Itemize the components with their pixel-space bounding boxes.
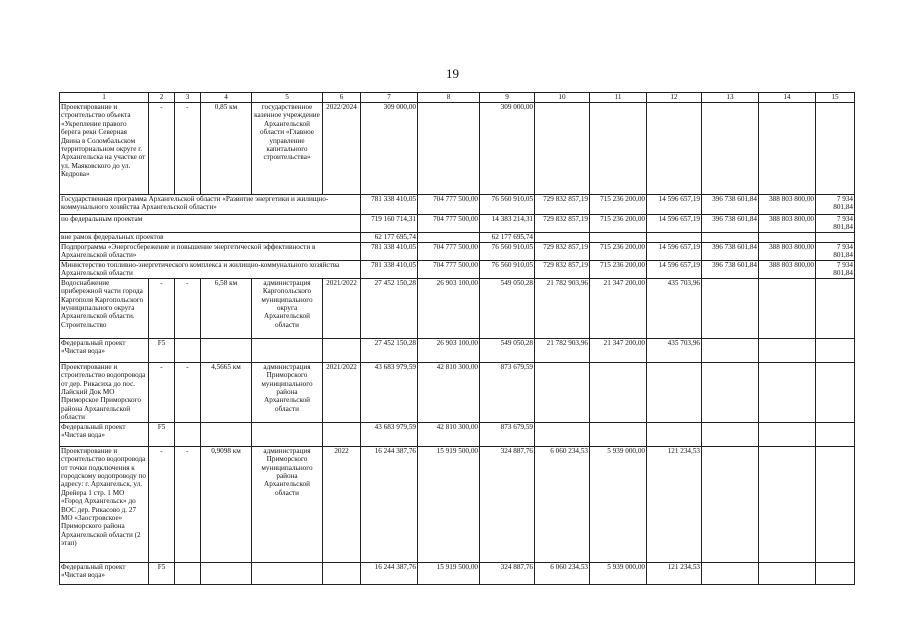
table-row xyxy=(60,422,855,446)
table-cell xyxy=(759,562,816,584)
table-cell xyxy=(702,103,759,195)
column-header: 11 xyxy=(590,93,647,103)
column-header: 14 xyxy=(759,93,816,103)
table-cell xyxy=(759,232,816,242)
table-cell: 715 236 200,00 xyxy=(590,215,647,233)
column-header: 6 xyxy=(323,93,361,103)
table-row xyxy=(60,338,855,362)
table-cell: 781 338 410,05 xyxy=(361,195,418,215)
table-cell xyxy=(418,232,480,242)
table-cell: 76 560 910,05 xyxy=(480,242,535,260)
table-cell xyxy=(702,232,759,242)
table-cell: 435 703,96 xyxy=(647,338,702,362)
table-cell xyxy=(816,422,855,446)
table-cell: государственное казенное учреждение Архангельской области «Главное управление капитального строительства» xyxy=(252,103,323,195)
table-cell: 0,85 км xyxy=(201,103,252,195)
table-cell xyxy=(759,446,816,562)
table-cell: администрация Приморского муниципального района Архангельской области xyxy=(252,362,323,422)
table-cell: 729 832 857,19 xyxy=(535,260,590,278)
table-cell: 388 803 800,00 xyxy=(759,215,816,233)
table-cell: 7 934 801,84 xyxy=(816,242,855,260)
table-cell: 704 777 500,00 xyxy=(418,242,480,260)
table-cell: 121 234,53 xyxy=(647,446,702,562)
table-cell xyxy=(418,103,480,195)
table-cell xyxy=(590,232,647,242)
table-row xyxy=(60,232,855,242)
table-row xyxy=(60,242,855,260)
table-cell xyxy=(201,422,252,446)
row-label: Подпрограмма «Энергосбережение и повышение энергетической эффективности в Архангельской области» xyxy=(60,242,361,260)
table-cell xyxy=(816,232,855,242)
row-label: Федеральный проект «Чистая вода» xyxy=(60,562,149,584)
table-cell xyxy=(759,278,816,338)
table-cell: 14 596 657,19 xyxy=(647,242,702,260)
page-number: 19 xyxy=(446,66,459,81)
table-cell: 27 452 150,28 xyxy=(361,338,418,362)
row-label: Проектирование и строительство водопровода от дер. Рикасиха до пос. Лайский Док МО Приморское Приморского района Архангельской области xyxy=(60,362,149,422)
table-cell: 27 452 150,28 xyxy=(361,278,418,338)
table-cell: 715 236 200,00 xyxy=(590,260,647,278)
table-cell: 76 560 910,05 xyxy=(480,195,535,215)
table-cell: 873 679,59 xyxy=(480,422,535,446)
table-cell xyxy=(590,422,647,446)
table-row xyxy=(60,362,855,422)
table-cell xyxy=(647,232,702,242)
table-cell xyxy=(647,103,702,195)
table-cell: 42 810 300,00 xyxy=(418,362,480,422)
table-cell: F5 xyxy=(149,338,175,362)
table-cell: - xyxy=(149,446,175,562)
table-cell xyxy=(590,362,647,422)
table-cell: 396 738 601,84 xyxy=(702,260,759,278)
table-cell: 715 236 200,00 xyxy=(590,242,647,260)
table-cell xyxy=(175,422,201,446)
row-label: Водоснабжение прибережной части города Каргополя Каргопольского муниципального округа Архангельской области. Строительство xyxy=(60,278,149,338)
table-cell xyxy=(759,362,816,422)
column-header: 9 xyxy=(480,93,535,103)
table-cell: 309 000,00 xyxy=(480,103,535,195)
table-cell xyxy=(702,562,759,584)
table-cell: 2021/2022 xyxy=(323,362,361,422)
table-cell: 388 803 800,00 xyxy=(759,195,816,215)
table-cell xyxy=(702,422,759,446)
column-header: 15 xyxy=(816,93,855,103)
table-row xyxy=(60,103,855,195)
column-header: 8 xyxy=(418,93,480,103)
table-cell: 704 777 500,00 xyxy=(418,260,480,278)
table-cell: 16 244 387,76 xyxy=(361,562,418,584)
row-label: вне рамок федеральных проектов xyxy=(60,232,361,242)
table-cell: 14 596 657,19 xyxy=(647,260,702,278)
column-header: 2 xyxy=(149,93,175,103)
row-label: Проектирование и строительство объекта «Укрепление правого берега реки Северная Двина в Соломбальском территориальном округе г. Архангельска на участке от ул. Маяковского до ул. Кедрова» xyxy=(60,103,149,195)
table-row xyxy=(60,260,855,278)
table-cell xyxy=(702,338,759,362)
table-row xyxy=(60,562,855,584)
table-cell: - xyxy=(175,446,201,562)
table-cell xyxy=(816,446,855,562)
table-cell xyxy=(252,422,323,446)
table-cell xyxy=(759,103,816,195)
table-cell: - xyxy=(149,278,175,338)
column-header: 10 xyxy=(535,93,590,103)
table-cell: 21 347 200,00 xyxy=(590,278,647,338)
table-cell: администрация Каргопольского муниципального округа Архангельской области xyxy=(252,278,323,338)
table-cell: 21 347 200,00 xyxy=(590,338,647,362)
table-cell xyxy=(816,278,855,338)
table-cell: 549 050,28 xyxy=(480,338,535,362)
table-cell: 729 832 857,19 xyxy=(535,242,590,260)
table-cell: 704 777 500,00 xyxy=(418,195,480,215)
table-cell: 15 919 500,00 xyxy=(418,446,480,562)
table-cell: 873 679,59 xyxy=(480,362,535,422)
column-header: 4 xyxy=(201,93,252,103)
table-cell: 14 596 657,19 xyxy=(647,195,702,215)
table-cell xyxy=(702,278,759,338)
table-cell xyxy=(702,446,759,562)
table-cell: - xyxy=(149,103,175,195)
table-cell: 729 832 857,19 xyxy=(535,195,590,215)
table-cell xyxy=(252,562,323,584)
table-cell: 549 050,28 xyxy=(480,278,535,338)
table-cell: 43 683 979,59 xyxy=(361,422,418,446)
table-cell: 5 939 000,00 xyxy=(590,446,647,562)
row-label: Федеральный проект «Чистая вода» xyxy=(60,338,149,362)
column-header: 7 xyxy=(361,93,418,103)
column-header: 5 xyxy=(252,93,323,103)
table-cell: 121 234,53 xyxy=(647,562,702,584)
table-row xyxy=(60,278,855,338)
table-cell: 388 803 800,00 xyxy=(759,242,816,260)
table-cell xyxy=(201,562,252,584)
table-cell: - xyxy=(175,362,201,422)
header-row xyxy=(60,93,855,103)
table-row xyxy=(60,446,855,562)
table-cell: F5 xyxy=(149,562,175,584)
table-cell: 781 338 410,05 xyxy=(361,260,418,278)
table-cell: 324 887,76 xyxy=(480,446,535,562)
table-cell: F5 xyxy=(149,422,175,446)
table-cell: 14 383 214,31 xyxy=(480,215,535,233)
table-cell xyxy=(816,103,855,195)
table-cell: 16 244 387,76 xyxy=(361,446,418,562)
table-cell: 396 738 601,84 xyxy=(702,215,759,233)
table-cell xyxy=(201,338,252,362)
table-cell xyxy=(175,338,201,362)
table-cell: 21 782 903,96 xyxy=(535,338,590,362)
table-cell: 15 919 500,00 xyxy=(418,562,480,584)
table-cell xyxy=(816,338,855,362)
table-cell: 7 934 801,84 xyxy=(816,215,855,233)
table-row xyxy=(60,215,855,233)
table-cell: 324 887,76 xyxy=(480,562,535,584)
table-cell xyxy=(323,338,361,362)
row-label: Министерство топливно-энергетического комплекса и жилищно-коммунального хозяйства Архангельской области xyxy=(60,260,361,278)
table-cell: 43 683 979,59 xyxy=(361,362,418,422)
table-cell: 6 060 234,53 xyxy=(535,446,590,562)
table-cell: 396 738 601,84 xyxy=(702,242,759,260)
table-cell: 26 903 100,00 xyxy=(418,278,480,338)
table-cell xyxy=(323,422,361,446)
table-cell: 2022 xyxy=(323,446,361,562)
table-cell: - xyxy=(175,103,201,195)
table-row xyxy=(60,195,855,215)
table-cell: 4,5665 км xyxy=(201,362,252,422)
table-cell: 5 939 000,00 xyxy=(590,562,647,584)
table-cell: 62 177 695,74 xyxy=(480,232,535,242)
table-cell: 6,58 км xyxy=(201,278,252,338)
table-cell: 6 060 234,53 xyxy=(535,562,590,584)
table-cell xyxy=(647,422,702,446)
table-cell: 704 777 500,00 xyxy=(418,215,480,233)
table-cell: 719 160 714,31 xyxy=(361,215,418,233)
table-cell: - xyxy=(149,362,175,422)
table-cell xyxy=(535,103,590,195)
table-cell: 42 810 300,00 xyxy=(418,422,480,446)
table-cell: 14 596 657,19 xyxy=(647,215,702,233)
table-cell: администрация Приморского муниципального района Архангельской области xyxy=(252,446,323,562)
table-cell: 396 738 601,84 xyxy=(702,195,759,215)
table-cell xyxy=(590,103,647,195)
table-cell: 309 000,00 xyxy=(361,103,418,195)
table-cell xyxy=(252,338,323,362)
table-cell xyxy=(323,562,361,584)
table-cell: 7 934 801,84 xyxy=(816,260,855,278)
table-cell: 781 338 410,05 xyxy=(361,242,418,260)
table-cell: 62 177 695,74 xyxy=(361,232,418,242)
row-label: Федеральный проект «Чистая вода» xyxy=(60,422,149,446)
table-cell xyxy=(816,362,855,422)
table-cell xyxy=(759,338,816,362)
table-cell: 2022/2024 xyxy=(323,103,361,195)
table-cell: 76 560 910,05 xyxy=(480,260,535,278)
table-cell xyxy=(175,562,201,584)
column-header: 1 xyxy=(60,93,149,103)
column-header: 3 xyxy=(175,93,201,103)
table-cell: 715 236 200,00 xyxy=(590,195,647,215)
column-header: 12 xyxy=(647,93,702,103)
table-cell: 0,9098 км xyxy=(201,446,252,562)
column-header: 13 xyxy=(702,93,759,103)
table-cell xyxy=(759,422,816,446)
table-cell: 729 832 857,19 xyxy=(535,215,590,233)
row-label: Государственная программа Архангельской области «Развитие энергетики и жилищно-коммунального хозяйства Архангельской области» xyxy=(60,195,361,215)
row-label: Проектирование и строительство водопровода от точки подключения к городскому водопроводу по адресу: г. Архангельск, ул. Дрейера 1 стр. 1 МО «Город Архангельск» до ВОС дер. Рикасово д. 27 МО «Заостровское» Приморского района Архангельской области (2 этап) xyxy=(60,446,149,562)
table-cell xyxy=(535,232,590,242)
budget-table xyxy=(59,92,855,585)
table-cell: 26 903 100,00 xyxy=(418,338,480,362)
table-cell xyxy=(702,362,759,422)
row-label: по федеральным проектам xyxy=(60,215,361,233)
table-cell: 2021/2022 xyxy=(323,278,361,338)
table-cell: 435 703,96 xyxy=(647,278,702,338)
table-cell xyxy=(535,422,590,446)
table-cell: 7 934 801,84 xyxy=(816,195,855,215)
table-cell: 388 803 800,00 xyxy=(759,260,816,278)
table-cell: - xyxy=(175,278,201,338)
table-cell: 21 782 903,96 xyxy=(535,278,590,338)
table-cell xyxy=(535,362,590,422)
table-cell xyxy=(816,562,855,584)
table-cell xyxy=(647,362,702,422)
